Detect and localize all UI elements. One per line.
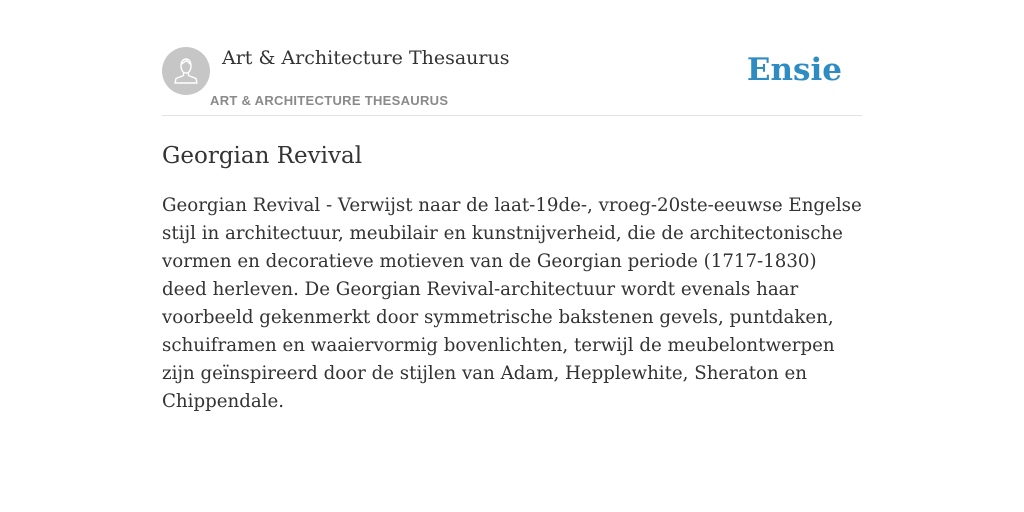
definition-text: Georgian Revival - Verwijst naar de laat-19de-, vroeg-20ste-eeuwse Engelse stijl in architectuur, meubilair en kunstnijverheid, die de architectonische vormen en decoratieve motieven van de Georgian periode (1717-1830) deed herleven. De Georgian Revival-architectuur wordt evenals haar voorbeeld gekenmerkt door symmetrische bakstenen gevels, puntdaken, schuiframen en waaiervormig bovenlichten, terwijl de meubelontwerpen zijn geïnspireerd door de stijlen van Adam, Hepplewhite, Sheraton en Chippendale. [162, 195, 862, 412]
definition-card [162, 44, 862, 416]
term-title: Georgian Revival [162, 143, 363, 169]
source-title[interactable]: Art & Architecture Thesaurus [222, 47, 510, 69]
user-outline-icon [162, 47, 210, 95]
source-subtitle[interactable]: ART & ARCHITECTURE THESAURUS [210, 93, 449, 108]
avatar[interactable] [162, 47, 210, 95]
brand-logo-link[interactable]: Ensie [746, 52, 842, 88]
card-header [162, 44, 862, 116]
